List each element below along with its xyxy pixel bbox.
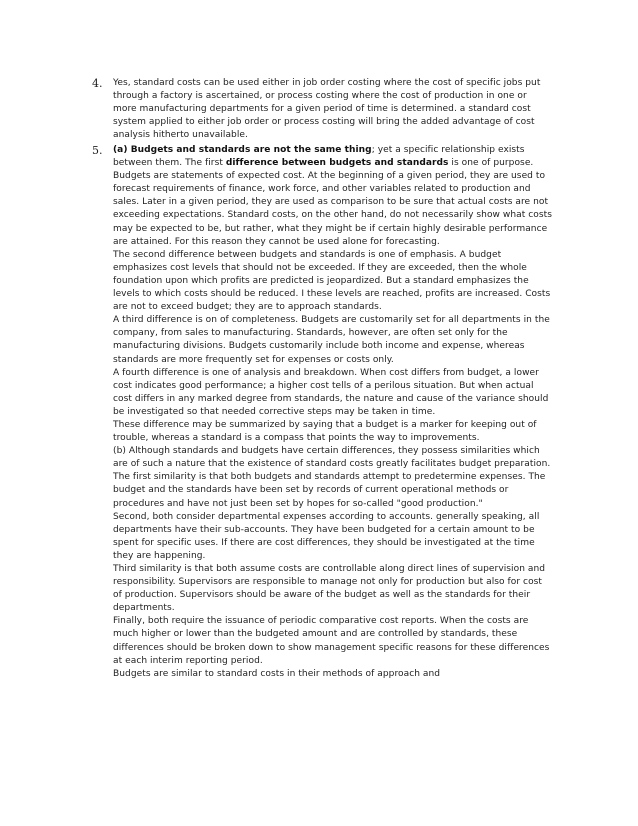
answer-paragraph: Third similarity is that both assume costs are controllable along direct lines of supervision and responsibility. Supervisors are responsible to manage not only for production but also for cost of production. Supervisors should be aware of the budget as well as the standards for their departments. xyxy=(113,564,546,614)
bold-phrase: difference between budgets and standards xyxy=(225,158,449,169)
list-item-4 xyxy=(92,77,552,142)
bold-heading: (a) Budgets and standards are not the same thing xyxy=(113,145,372,155)
list-item-5 xyxy=(92,144,552,681)
text-run: is one of purpose. Budgets are statements of expected cost. At the beginning of a given period, they are used to forecast requirements of finance, work force, and other variables related to production and sales. Later in a given period, they are used as comparison to be sure that actual costs are not exceeding expectations. Standard costs, on the other hand, do not necessarily show what costs may be expected to be, but rather, what they might be if certain highly desirable performance are attained. For this reason they cannot be used alone for forecasting. xyxy=(113,158,552,247)
item-number: 5. xyxy=(92,144,103,157)
answer-paragraph: These difference may be summarized by saying that a budget is a marker for keeping out of trouble, whereas a standard is a compass that points the way to improvements. xyxy=(113,419,537,444)
text-run: ; yet a specific relationship exists between them. The first xyxy=(113,145,525,169)
answer-paragraph: Budgets are similar to standard costs in their methods of approach and xyxy=(113,668,441,679)
answer-paragraph xyxy=(113,144,552,249)
answer-paragraph: A fourth difference is one of analysis and breakdown. When cost differs from budget, a lower cost indicates good performance; a higher cost tells of a perilous situation. But when actual cost differs in any marked degree from standards, the nature and cause of the variance should be investigated so that needed corrective steps may be taken in time. xyxy=(113,367,549,417)
item-text xyxy=(113,77,552,142)
answer-paragraph: Yes, standard costs can be used either in job order costing where the cost of specific jobs put through a factory is ascertained, or process costing where the cost of production in one or more manufacturing departments for a given period of time is determined. a standard cost system applied to either job order or process costing will bring the added advantage of cost analysis hitherto unavailable. xyxy=(113,78,541,141)
answer-paragraph: The second difference between budgets and standards is one of emphasis. A budget emphasizes cost levels that should not be exceeded. If they are exceeded, then the whole foundation upon which profits are predicted is jeopardized. But a standard emphasizes the levels to which costs should be reduced. I these levels are reached, profits are increased. Costs are not to exceed budget; they are to approach standards. xyxy=(113,249,551,313)
answer-paragraph: (b) Although standards and budgets have certain differences, they possess similarities which are of such a nature that the existence of standard costs greatly facilitates budget preparation. The first similarity is that both budgets and standards attempt to predetermine expenses. The budget and the standards have been set by records of current operational methods or procedures and have not just been set by hopes for so-called "good production." xyxy=(113,446,551,509)
answer-paragraph: A third difference is on of completeness. Budgets are customarily set for all departments in the company, from sales to manufacturing. Standards, however, are often set only for the manufacturing divisions. Budgets customarily include both income and expense, whereas standards are more frequently set for expenses or costs only. xyxy=(113,315,550,365)
item-text xyxy=(113,144,552,681)
item-number: 4. xyxy=(92,77,103,90)
answer-paragraph: Finally, both require the issuance of periodic comparative cost reports. When the costs are much higher or lower than the budgeted amount and are controlled by standards, these differences should be broken down to show management specific reasons for these differences at each interim reporting period. xyxy=(113,616,550,666)
answer-paragraph: Second, both consider departmental expenses according to accounts. generally speaking, all departments have their sub-accounts. They have been budgeted for a certain amount to be spent for specific uses. If there are cost differences, they should be investigated at the time they are happening. xyxy=(113,511,540,561)
